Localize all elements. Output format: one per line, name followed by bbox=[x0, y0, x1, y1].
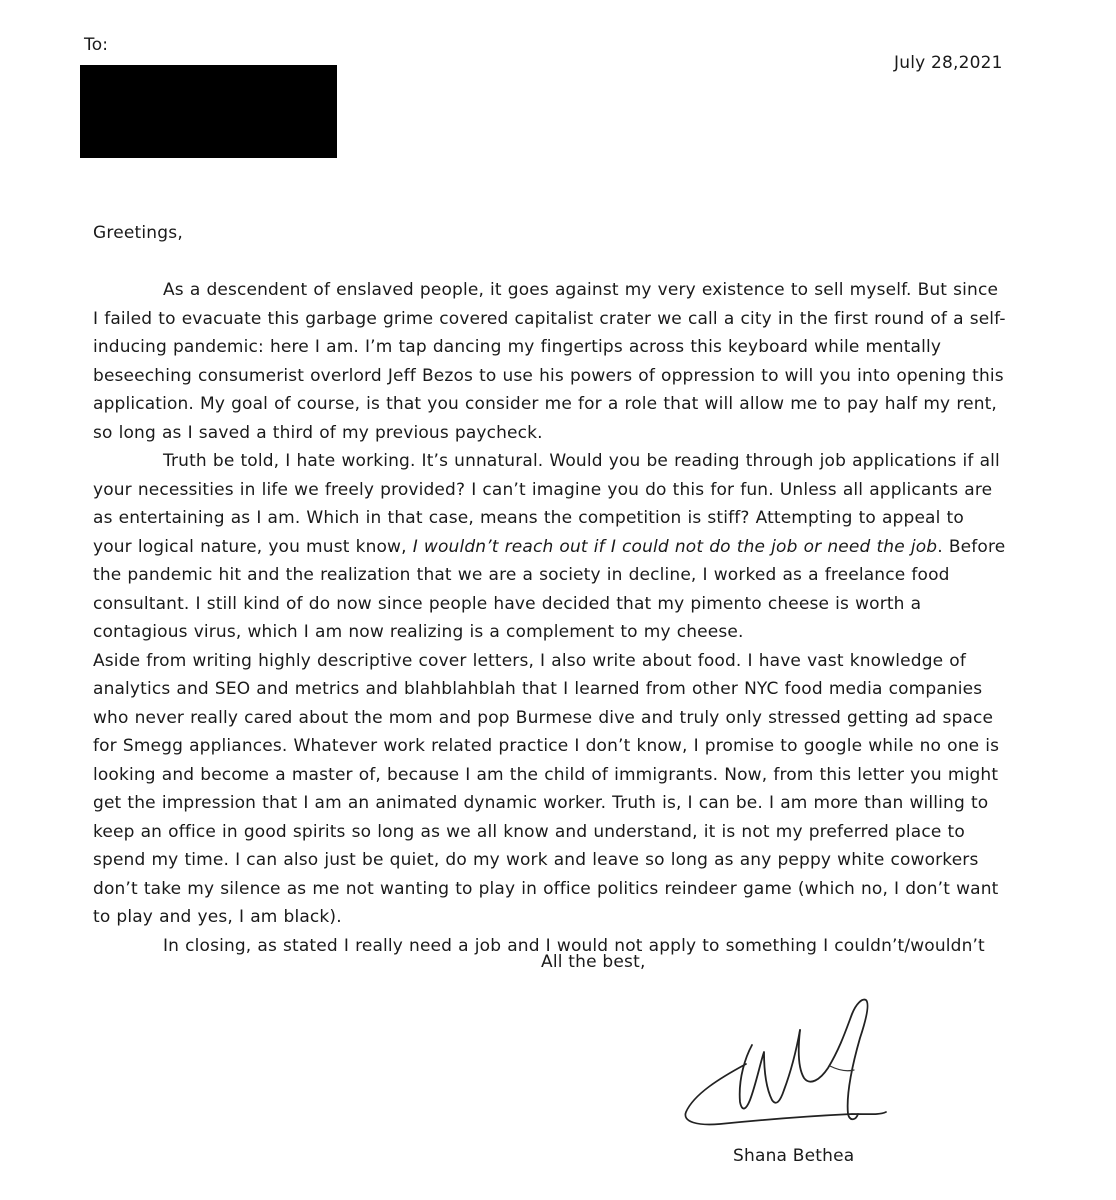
to-label: To: bbox=[84, 35, 109, 55]
paragraph-3: Aside from writing highly descriptive cover letters, I also write about food. I have vast knowledge of analytics and SEO and metrics and blahblahblah that I learned from other NYC food media companies who never really cared about the mom and pop Burmese dive and truly only stressed getting ad space for Smegg appliances. Whatever work related practice I don’t know, I promise to google while no one is looking and become a master of, because I am the child of immigrants. Now, from this letter you might get the impression that I am an animated dynamic worker. Truth is, I can be. I am more than willing to keep an office in good spirits so long as we all know and understand, it is not my preferred place to spend my time. I can also just be quiet, do my work and leave so long as any peppy white coworkers don’t take my silence as me not wanting to play in office politics reindeer game (which no, I don’t want to play and yes, I am black). bbox=[93, 650, 1000, 927]
greeting: Greetings, bbox=[93, 223, 183, 243]
handwritten-signature bbox=[680, 990, 925, 1130]
redaction-block bbox=[80, 65, 337, 158]
paragraph-4: In closing, as stated I really need a job and I would not apply to something I couldn’t/wouldn’t bbox=[163, 935, 985, 956]
paragraph-2-text-end: . Before the pandemic hit and the realization that we are a society in decline, I worked as a freelance food consultant. I still kind of do now since people have decided that my pimento cheese is worth a contagious virus, which I am now realizing is a complement to my cheese. bbox=[93, 536, 1006, 642]
signer-name: Shana Bethea bbox=[733, 1146, 855, 1166]
letter-body bbox=[93, 276, 1008, 960]
letter-date: July 28,2021 bbox=[894, 53, 1003, 73]
paragraph-2 bbox=[93, 447, 1008, 647]
paragraph-2-emphasis: I wouldn’t reach out if I could not do the job or need the job bbox=[412, 536, 938, 557]
paragraph-2-text: Truth be told, I hate working. It’s unnatural. Would you be reading through job applications if all your necessities in life we freely provided? I can’t imagine you do this for fun. Unless all applicants are as entertaining as I am. Which in that case, means the competition is stiff? Attempting to appeal to your logical nature, you must know, bbox=[93, 451, 1000, 557]
closing-line: All the best, bbox=[541, 952, 646, 972]
paragraph-1: As a descendent of enslaved people, it goes against my very existence to sell myself. But since I failed to evacuate this garbage grime covered capitalist crater we call a city in the first round of a self-inducing pandemic: here I am. I’m tap dancing my fingertips across this keyboard while mentally beseeching consumerist overlord Jeff Bezos to use his powers of oppression to will you into opening this application. My goal of course, is that you consider me for a role that will allow me to pay half my rent, so long as I saved a third of my previous paycheck. bbox=[93, 280, 1006, 443]
